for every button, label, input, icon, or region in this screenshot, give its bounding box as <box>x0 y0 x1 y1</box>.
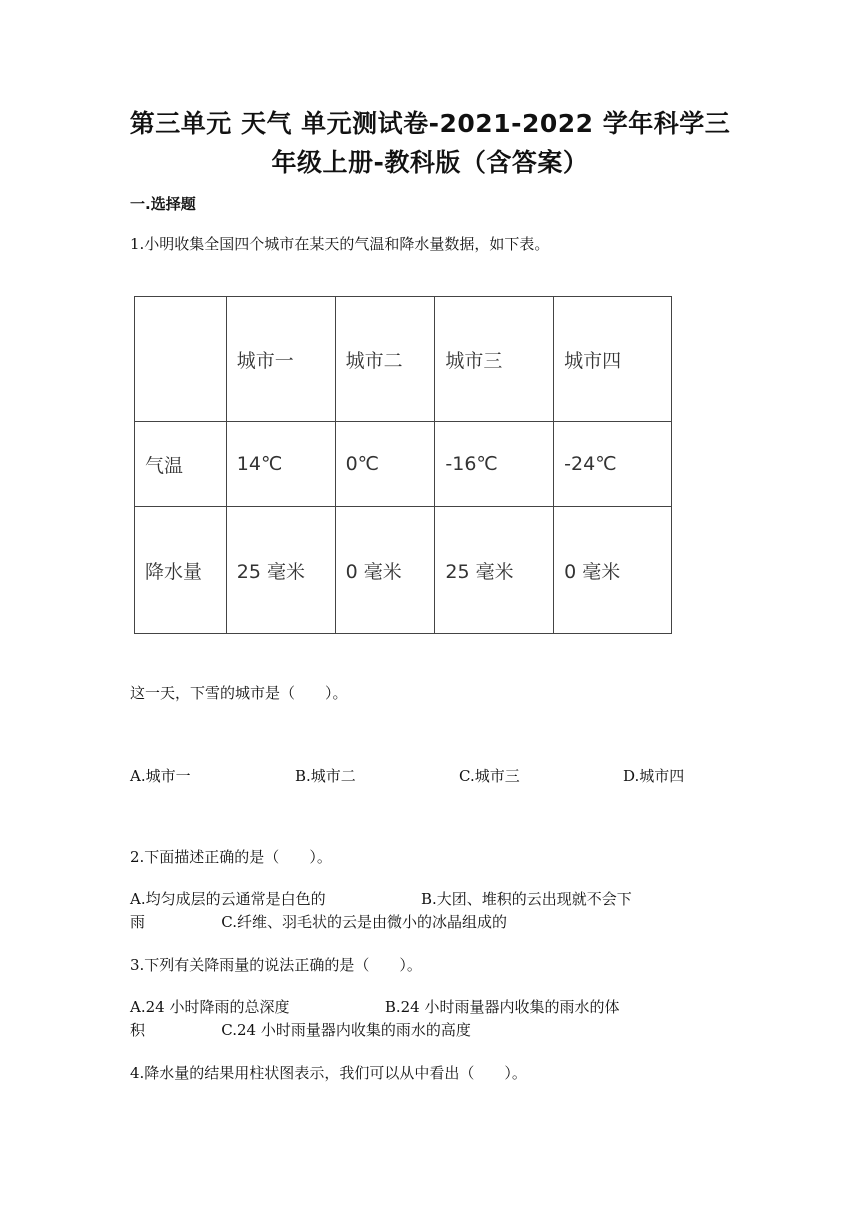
weather-data-table <box>134 296 672 634</box>
section-heading: 一.选择题 <box>130 195 196 213</box>
question-2-stem: 2.下面描述正确的是（ ）。 <box>130 848 332 866</box>
table-row <box>135 507 672 634</box>
table-header-cell: 城市一 <box>226 297 335 422</box>
table-header-row <box>135 297 672 422</box>
row-label: 气温 <box>135 422 227 507</box>
option-a: A.城市一 <box>130 767 191 785</box>
question-2-options-line-2: 雨 C.纤维、羽毛状的云是由微小的冰晶组成的 <box>130 913 508 931</box>
table-cell: 0 毫米 <box>554 507 672 634</box>
question-3-options-line-2: 积 C.24 小时雨量器内收集的雨水的高度 <box>130 1021 471 1039</box>
table-cell: 14℃ <box>226 422 335 507</box>
title-line-2: 年级上册-教科版（含答案） <box>271 148 589 177</box>
table-cell: -24℃ <box>554 422 672 507</box>
question-2-options-line-1: A.均匀成层的云通常是白色的 B.大团、堆积的云出现就不会下 <box>130 890 632 908</box>
table-cell: 0℃ <box>335 422 435 507</box>
option-b: B.城市二 <box>295 767 356 785</box>
table-cell: 25 毫米 <box>435 507 554 634</box>
row-label: 降水量 <box>135 507 227 634</box>
table-cell: 0 毫米 <box>335 507 435 634</box>
table-row <box>135 422 672 507</box>
table-header-cell: 城市二 <box>335 297 435 422</box>
question-1-options <box>130 765 730 787</box>
question-3-options-line-1: A.24 小时降雨的总深度 B.24 小时雨量器内收集的雨水的体 <box>130 998 620 1016</box>
table-cell: 25 毫米 <box>226 507 335 634</box>
table-header-cell: 城市三 <box>435 297 554 422</box>
table-header-cell <box>135 297 227 422</box>
question-3-stem: 3.下列有关降雨量的说法正确的是（ ）。 <box>130 956 422 974</box>
table-header-cell: 城市四 <box>554 297 672 422</box>
table-cell: -16℃ <box>435 422 554 507</box>
title-line-1: 第三单元 天气 单元测试卷-2021-2022 学年科学三 <box>129 109 731 138</box>
document-title <box>40 104 820 182</box>
question-4-stem: 4.降水量的结果用柱状图表示，我们可以从中看出（ ）。 <box>130 1064 527 1082</box>
option-d: D.城市四 <box>623 767 685 785</box>
question-1-stem: 1.小明收集全国四个城市在某天的气温和降水量数据，如下表。 <box>130 235 550 253</box>
option-c: C.城市三 <box>459 767 520 785</box>
question-1-prompt: 这一天，下雪的城市是（ ）。 <box>130 684 348 702</box>
